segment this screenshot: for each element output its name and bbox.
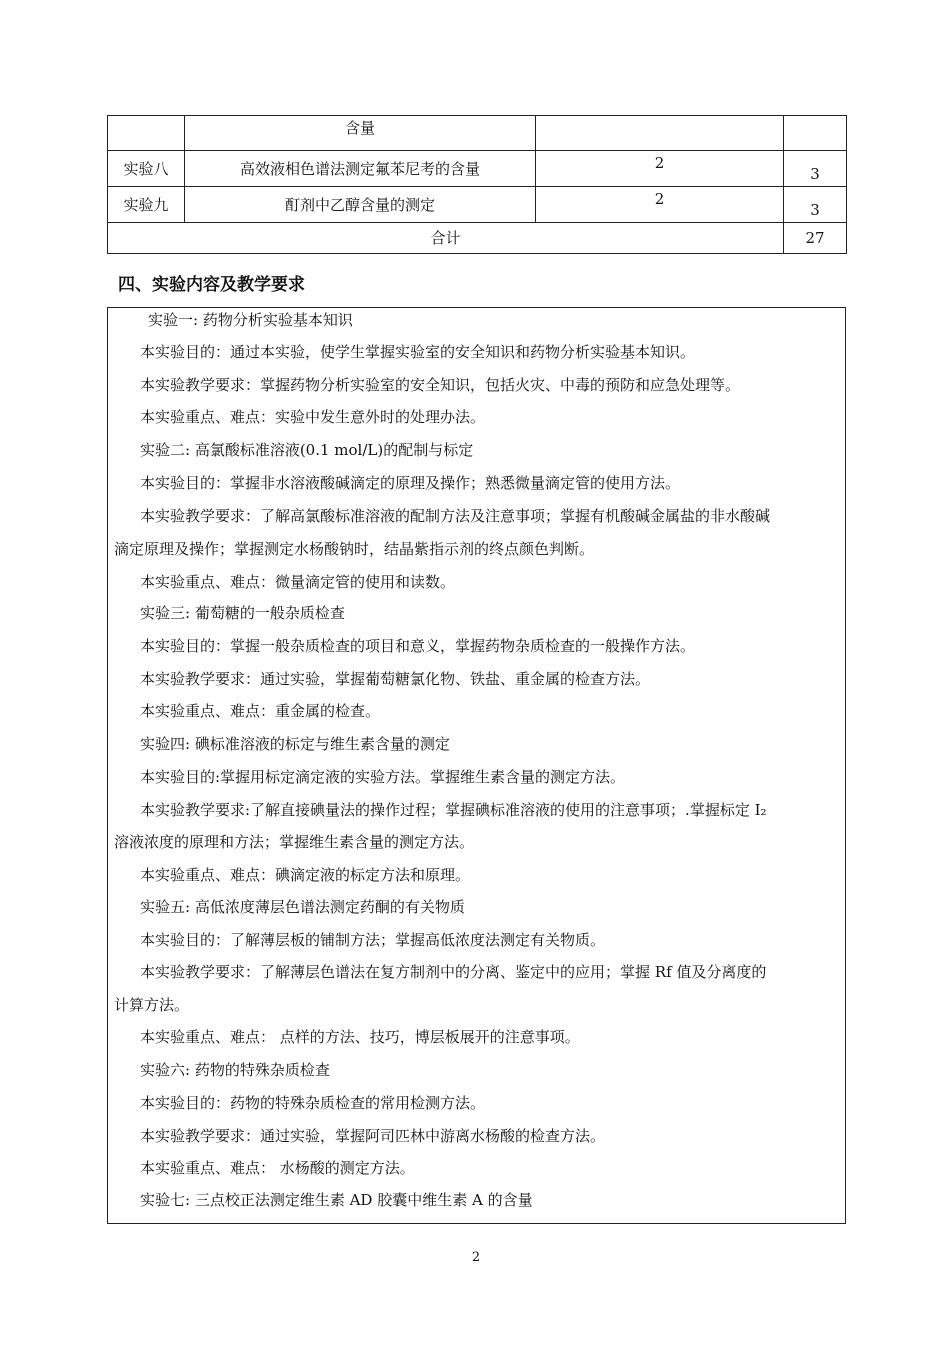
content-line: 本实验目的:掌握用标定滴定液的实验方法。掌握维生素含量的测定方法。	[140, 768, 626, 786]
table-total-row	[108, 223, 847, 254]
course-hours-table	[107, 115, 847, 254]
content-line: 本实验教学要求:了解直接碘量法的操作过程；掌握碘标准溶液的使用的注意事项；.掌握标定 I₂	[140, 801, 767, 819]
content-line: 本实验教学要求：了解薄层色谱法在复方制剂中的分离、鉴定中的应用；掌握 Rf 值及分离度的	[140, 963, 767, 981]
table-cell-hours: 2	[536, 187, 784, 223]
content-line: 本实验重点、难点：实验中发生意外时的处理办法。	[140, 408, 486, 426]
table-row	[108, 187, 847, 223]
content-line: 滴定原理及操作；掌握测定水杨酸钠时，结晶紫指示剂的终点颜色判断。	[114, 540, 595, 558]
content-line: 本实验目的：了解薄层板的铺制方法；掌握高低浓度法测定有关物质。	[140, 931, 606, 949]
content-line: 本实验重点、难点： 点样的方法、技巧，博层板展开的注意事项。	[140, 1028, 580, 1046]
experiment-title: 实验二: 高氯酸标准溶液(0.1 mol/L)的配制与标定	[140, 441, 474, 459]
total-label: 合计	[108, 223, 784, 254]
table-cell-count: 3	[784, 187, 847, 223]
table-cell-hours: 2	[536, 151, 784, 187]
content-line: 溶液浓度的原理和方法；掌握维生素含量的测定方法。	[114, 833, 475, 851]
table-cell-title: 高效液相色谱法测定氟苯尼考的含量	[185, 151, 536, 187]
table-row	[108, 151, 847, 187]
table-cell-title: 含量	[185, 116, 536, 151]
experiment-title: 实验七: 三点校正法测定维生素 AD 胶囊中维生素 A 的含量	[140, 1191, 533, 1209]
experiment-title: 实验五: 高低浓度薄层色谱法测定药酮的有关物质	[140, 898, 465, 916]
page-number: 2	[471, 1250, 481, 1265]
table-row	[108, 116, 847, 151]
content-line: 本实验重点、难点：微量滴定管的使用和读数。	[140, 573, 456, 591]
content-line: 本实验目的：通过本实验，使学生掌握实验室的安全知识和药物分析实验基本知识。	[140, 343, 696, 361]
table-cell-count	[784, 116, 847, 151]
experiment-title: 实验四: 碘标准溶液的标定与维生素含量的测定	[140, 735, 450, 753]
experiment-title: 实验六: 药物的特殊杂质检查	[140, 1061, 330, 1079]
experiment-title: 实验一: 药物分析实验基本知识	[148, 311, 353, 329]
content-line: 本实验教学要求：了解高氯酸标准溶液的配制方法及注意事项；掌握有机酸碱金属盐的非水酸碱	[140, 507, 771, 525]
content-line: 本实验教学要求：掌握药物分析实验室的安全知识，包括火灾、中毒的预防和应急处理等。	[140, 376, 741, 394]
content-line: 本实验目的：掌握一般杂质检查的项目和意义，掌握药物杂质检查的一般操作方法。	[140, 637, 696, 655]
table-cell-count: 3	[784, 151, 847, 187]
content-line: 本实验教学要求：通过实验，掌握葡萄糖氯化物、铁盐、重金属的检查方法。	[140, 670, 651, 688]
content-line: 本实验重点、难点：重金属的检查。	[140, 702, 381, 720]
total-value: 27	[784, 223, 847, 254]
table-cell-title: 酊剂中乙醇含量的测定	[185, 187, 536, 223]
table-cell-name	[108, 116, 185, 151]
table-cell-name: 实验八	[108, 151, 185, 187]
content-line: 本实验目的：掌握非水溶液酸碱滴定的原理及操作；熟悉微量滴定管的使用方法。	[140, 474, 681, 492]
experiment-title: 实验三: 葡萄糖的一般杂质检查	[140, 604, 345, 622]
content-line: 本实验教学要求：通过实验，掌握阿司匹林中游离水杨酸的检查方法。	[140, 1127, 606, 1145]
content-line: 本实验重点、难点：碘滴定液的标定方法和原理。	[140, 866, 471, 884]
table-cell-hours	[536, 116, 784, 151]
section-title: 四、实验内容及教学要求	[118, 275, 305, 295]
table-cell-name: 实验九	[108, 187, 185, 223]
content-line: 本实验重点、难点： 水杨酸的测定方法。	[140, 1159, 415, 1177]
content-line: 计算方法。	[114, 996, 190, 1014]
content-line: 本实验目的：药物的特殊杂质检查的常用检测方法。	[140, 1094, 486, 1112]
